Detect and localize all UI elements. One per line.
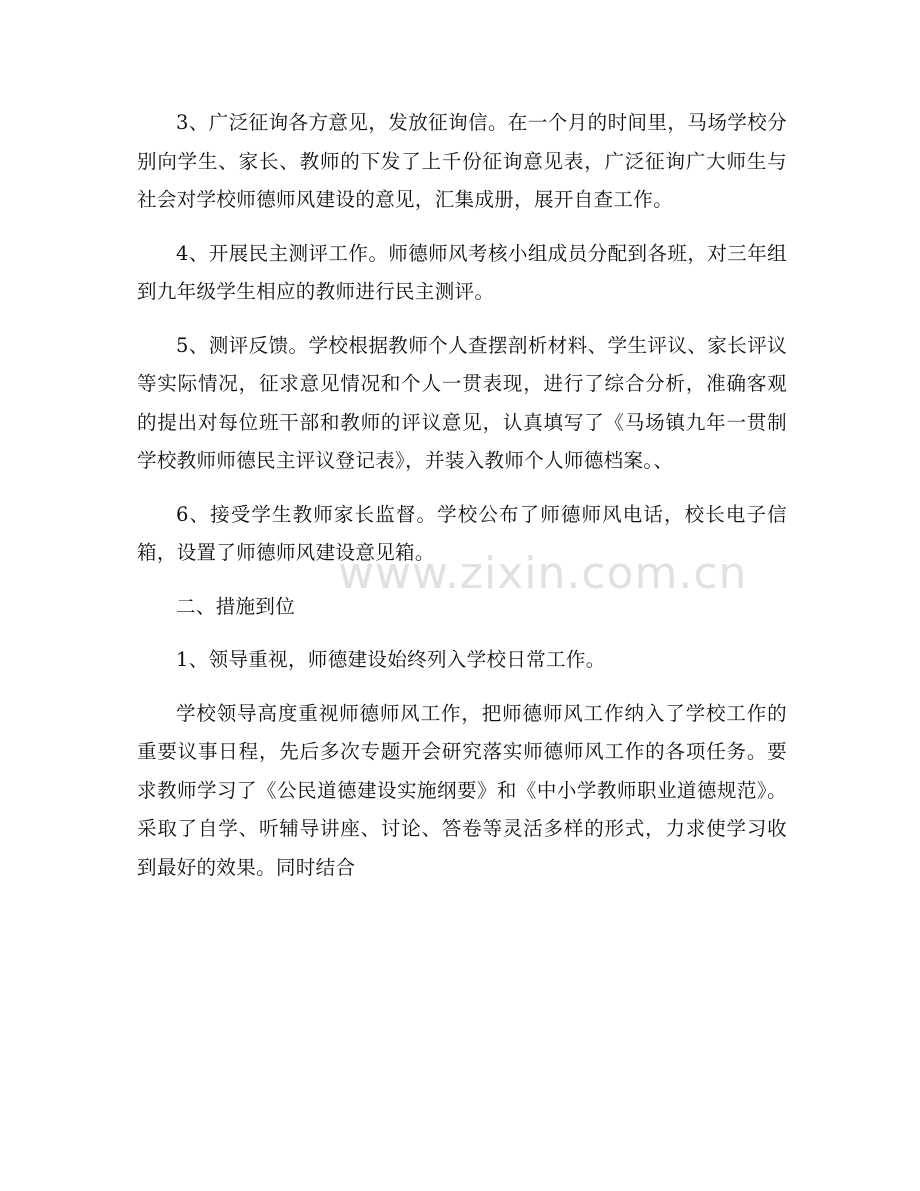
- section-heading: 二、措施到位: [176, 594, 296, 618]
- subheading-leadership: 1、领导重视，师德建设始终列入学校日常工作。: [176, 648, 606, 671]
- paragraph-solicit-opinions: 3、广泛征询各方意见，发放征询信。在一个月的时间里，马场学校分别向学生、家长、教师的下发了上千份征询意见表，广泛征询广大师生与社会对学校师德师风建设的意见，汇集成册，展开自查工作。: [137, 111, 787, 211]
- paragraph-democratic-evaluation: 4、开展民主测评工作。师德师风考核小组成员分配到各班，对三年组到九年级学生相应的教师进行民主测评。: [137, 241, 787, 303]
- paragraph-leadership-detail: 学校领导高度重视师德师风工作，把师德师风工作纳入了学校工作的重要议事日程，先后多次专题开会研究落实师德师风工作的各项任务。要求教师学习了《公民道德建设实施纲要》和《中小学教师职业道德规范》。采取了自学、听辅导讲座、讨论、答卷等灵活多样的形式，力求使学习收到最好的效果。同时结合: [137, 701, 787, 879]
- paragraph-evaluation-feedback: 5、测评反馈。学校根据教师个人查摆剖析材料、学生评议、家长评议等实际情况，征求意见情况和个人一贯表现，进行了综合分析，准确客观的提出对每位班干部和教师的评议意见，认真填写了《马场镇九年一贯制学校教师师德民主评议登记表》，并装入教师个人师德档案。、: [137, 333, 787, 472]
- paragraph-supervision: 6、接受学生教师家长监督。学校公布了师德师风电话，校长电子信箱，设置了师德师风建设意见箱。: [137, 502, 787, 564]
- document-body: [137, 104, 787, 902]
- watermark: www.zixin.com.cn: [338, 548, 748, 599]
